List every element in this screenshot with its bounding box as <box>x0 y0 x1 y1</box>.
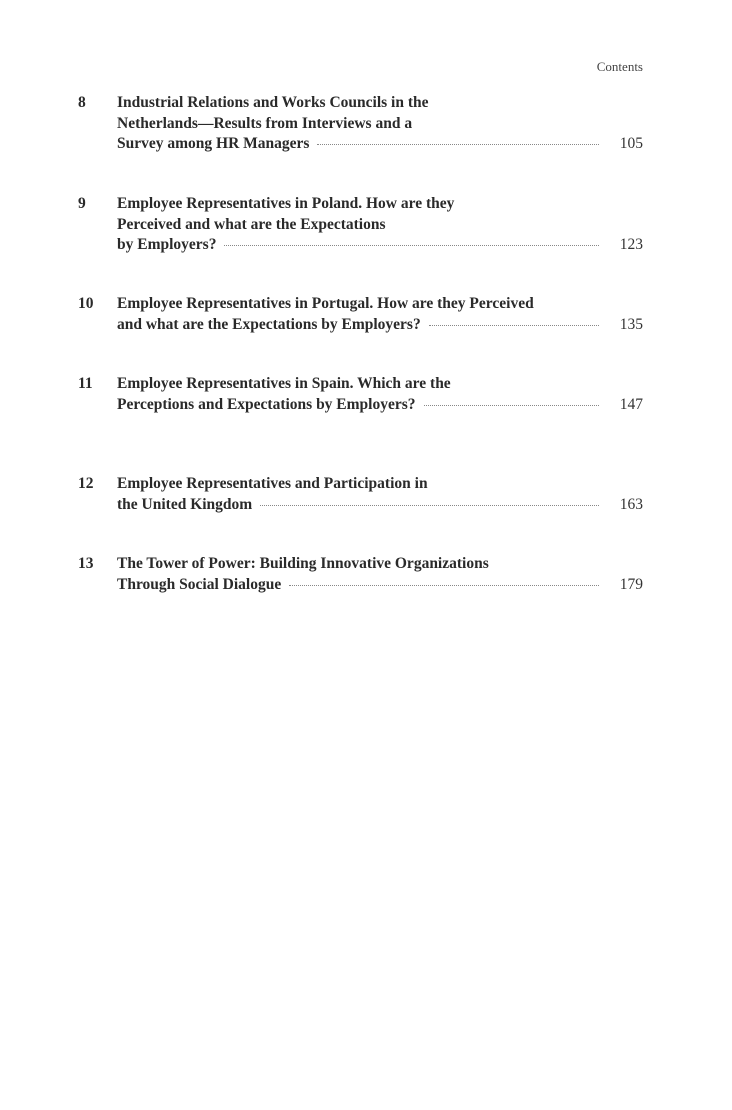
dot-leader <box>424 405 599 406</box>
dot-leader <box>317 144 599 145</box>
running-header: Contents <box>596 59 643 74</box>
dot-leader <box>224 245 599 246</box>
chapter-title-line: the United Kingdom <box>117 495 253 513</box>
chapter-title-line: and what are the Expectations by Employers? <box>117 315 421 333</box>
chapter-title-line: Perceptions and Expectations by Employers? <box>117 395 416 413</box>
chapter-number: 8 <box>78 94 86 111</box>
toc-entry-11[interactable] <box>78 374 643 415</box>
chapter-number: 11 <box>78 375 93 392</box>
chapter-title-line: Employee Representatives in Poland. How are they <box>117 195 455 212</box>
page-number[interactable]: 179 <box>619 575 643 593</box>
dot-leader <box>429 325 599 326</box>
dot-leader <box>289 585 599 586</box>
toc-entry-12[interactable] <box>78 474 643 515</box>
chapter-number: 13 <box>78 555 94 572</box>
chapter-title-line: Survey among HR Managers <box>117 135 310 152</box>
chapter-title-line: Employee Representatives and Participation in <box>117 475 428 492</box>
chapter-number: 9 <box>78 195 86 212</box>
chapter-title-line: Netherlands—Results from Interviews and a <box>117 114 413 132</box>
chapter-title-line: by Employers? <box>117 236 217 253</box>
chapter-number: 12 <box>78 475 94 492</box>
chapter-title-line: The Tower of Power: Building Innovative Organizations <box>117 555 489 572</box>
page-number[interactable]: 147 <box>619 395 643 413</box>
page-number[interactable]: 105 <box>619 135 643 152</box>
chapter-title-line: Industrial Relations and Works Councils in the <box>117 94 429 111</box>
page-number[interactable]: 123 <box>619 236 643 253</box>
toc-entry-9[interactable] <box>78 194 643 256</box>
toc-entry-8[interactable] <box>78 93 643 155</box>
chapter-title-line: Employee Representatives in Portugal. How are they Perceived <box>117 295 534 312</box>
toc-entry-10[interactable] <box>78 294 643 335</box>
chapter-title-line: Perceived and what are the Expectations <box>117 215 386 233</box>
page-number[interactable]: 163 <box>619 495 643 513</box>
dot-leader <box>260 505 599 506</box>
toc-entry-13[interactable] <box>78 554 643 595</box>
chapter-number: 10 <box>78 295 94 312</box>
chapter-title-line: Through Social Dialogue <box>117 575 282 593</box>
chapter-title-line: Employee Representatives in Spain. Which are the <box>117 375 451 392</box>
page-number[interactable]: 135 <box>619 315 643 333</box>
